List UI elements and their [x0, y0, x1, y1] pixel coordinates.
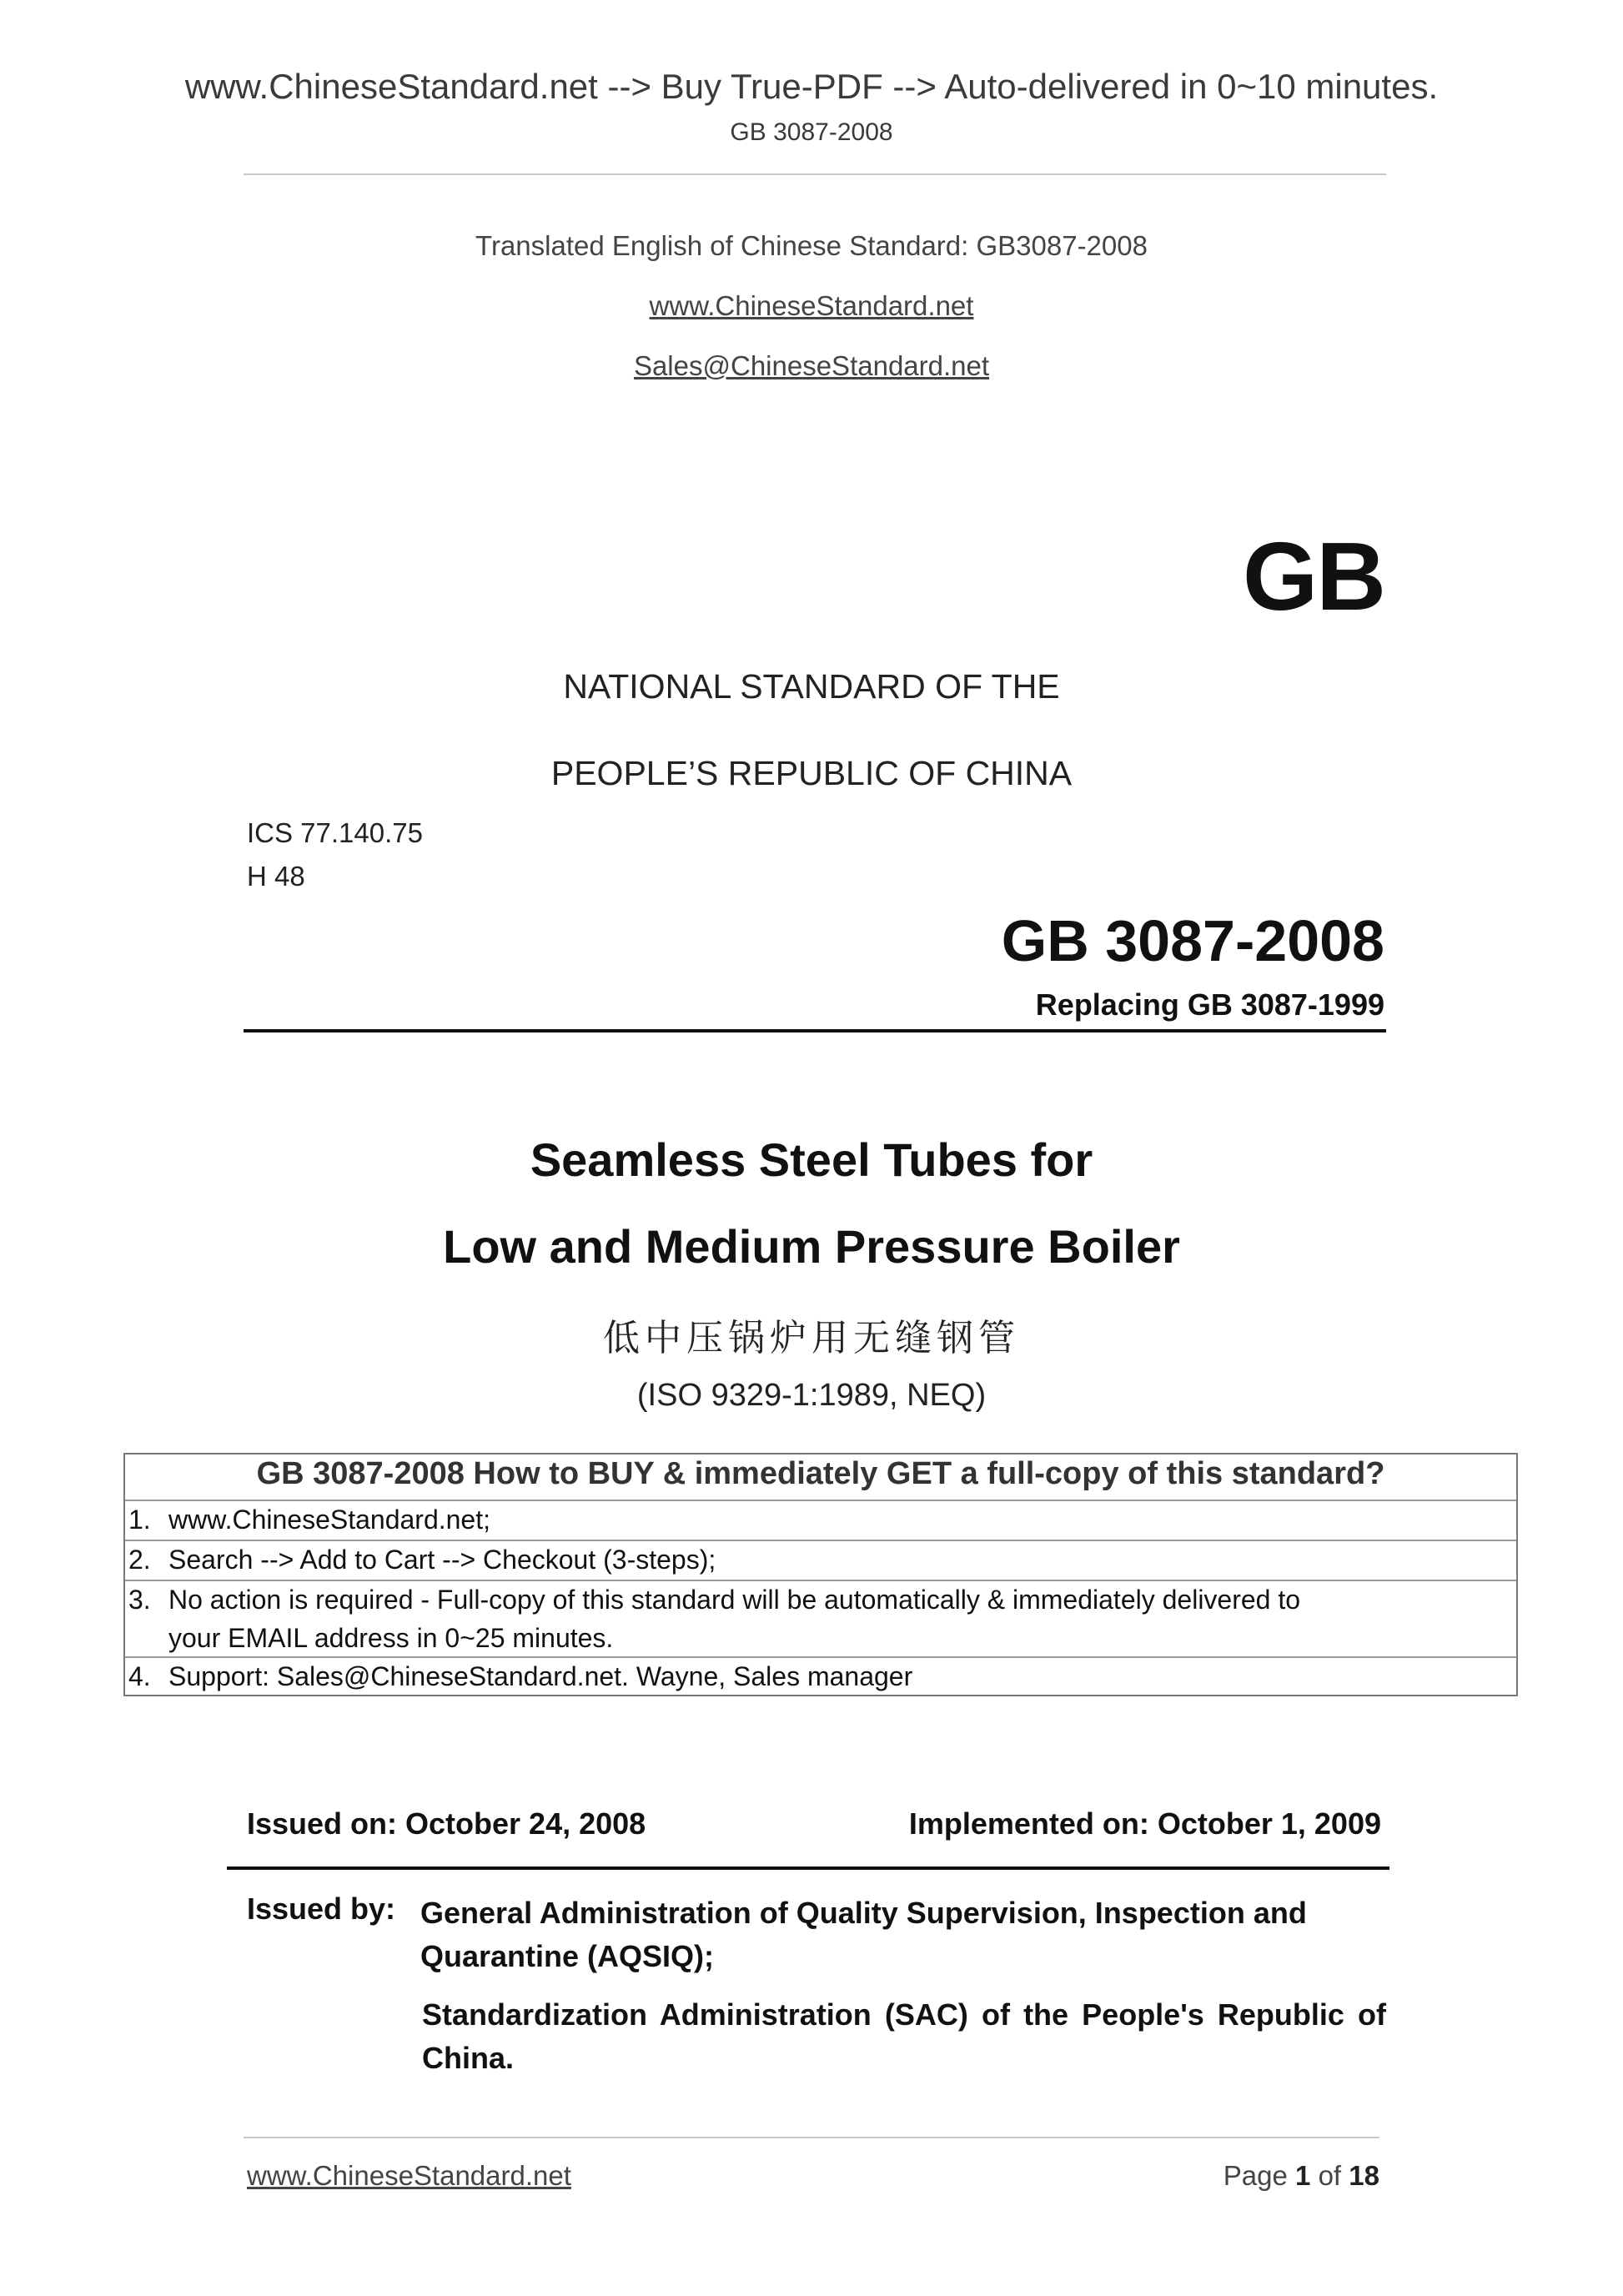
step-text: your EMAIL address in 0~25 minutes.	[168, 1623, 614, 1653]
box-row-divider	[125, 1656, 1516, 1658]
footer-site-link[interactable]: www.ChineseStandard.net	[247, 2160, 571, 2191]
purchase-step	[128, 1661, 912, 1692]
step-number: 2.	[128, 1545, 151, 1575]
country-heading: PEOPLE’S REPUBLIC OF CHINA	[550, 754, 1073, 792]
document-title-chinese: 低中压锅炉用无缝钢管	[603, 1317, 1020, 1359]
running-header-standard-number: GB 3087-2008	[730, 118, 893, 146]
purchase-box-title: GB 3087-2008 How to BUY & immediately GET a full-copy of this standard?	[256, 1456, 1385, 1491]
gb-logo: GB	[1243, 522, 1384, 631]
issued-by-label: Issued by:	[247, 1892, 396, 1926]
translated-label: Translated English of Chinese Standard: GB3087-2008	[475, 230, 1148, 261]
title-divider	[244, 1029, 1386, 1032]
promo-banner: www.ChineseStandard.net --> Buy True-PDF --> Auto-delivered in 0~10 minutes.	[184, 67, 1439, 106]
sales-email-row	[0, 350, 1623, 382]
step-text: Search --> Add to Cart --> Checkout (3-steps);	[168, 1545, 716, 1575]
footer-divider	[244, 2137, 1379, 2138]
box-row-divider	[125, 1540, 1516, 1541]
implemented-on-date: Implemented on: October 1, 2009	[908, 1806, 1381, 1841]
step-number: 3.	[128, 1585, 151, 1615]
page-of: of	[1318, 2160, 1342, 2191]
page-number	[1224, 2160, 1379, 2192]
box-row-divider	[125, 1500, 1516, 1501]
issuer-aqsiq	[420, 1892, 1386, 1978]
issuer-aqsiq-line2: Quarantine (AQSIQ);	[420, 1939, 715, 1973]
step-text: Support: Sales@ChineseStandard.net. Wayne, Sales manager	[168, 1661, 913, 1691]
purchase-step	[128, 1545, 716, 1575]
classification-code: H 48	[247, 861, 305, 892]
iso-reference: (ISO 9329-1:1989, NEQ)	[636, 1378, 987, 1413]
page-total: 18	[1349, 2160, 1379, 2191]
standard-number: GB 3087-2008	[1001, 908, 1384, 973]
national-standard-heading: NATIONAL STANDARD OF THE	[563, 667, 1060, 706]
step-number: 4.	[128, 1661, 151, 1691]
document-title-line1: Seamless Steel Tubes for	[530, 1133, 1093, 1186]
replacing-note: Replacing GB 3087-1999	[1035, 987, 1384, 1022]
issuer-aqsiq-line1: General Administration of Quality Supervision, Inspection and	[420, 1896, 1307, 1930]
step-number: 1.	[128, 1505, 151, 1535]
sales-email-link[interactable]: Sales@ChineseStandard.net	[633, 350, 990, 381]
purchase-step	[128, 1505, 490, 1535]
issuer-sac: Standardization Administration (SAC) of the People's Republic of China.	[422, 1997, 1386, 2075]
box-row-divider	[125, 1580, 1516, 1581]
footer-site-row	[247, 2160, 571, 2192]
document-title-line2: Low and Medium Pressure Boiler	[443, 1220, 1180, 1273]
purchase-step-continuation	[168, 1623, 613, 1654]
issued-on-date: Issued on: October 24, 2008	[247, 1806, 646, 1841]
step-text[interactable]: www.ChineseStandard.net;	[168, 1505, 490, 1535]
purchase-info-box	[123, 1453, 1518, 1696]
page-current: 1	[1295, 2160, 1311, 2191]
page-prefix: Page	[1223, 2160, 1288, 2191]
purchase-step	[128, 1585, 1300, 1615]
site-link-row	[0, 290, 1623, 322]
site-link[interactable]: www.ChineseStandard.net	[649, 290, 974, 321]
header-divider	[244, 173, 1386, 175]
dates-divider	[227, 1866, 1389, 1870]
ics-code: ICS 77.140.75	[247, 817, 423, 848]
step-text: No action is required - Full-copy of this standard will be automatically & immediately delivered to	[168, 1585, 1301, 1615]
